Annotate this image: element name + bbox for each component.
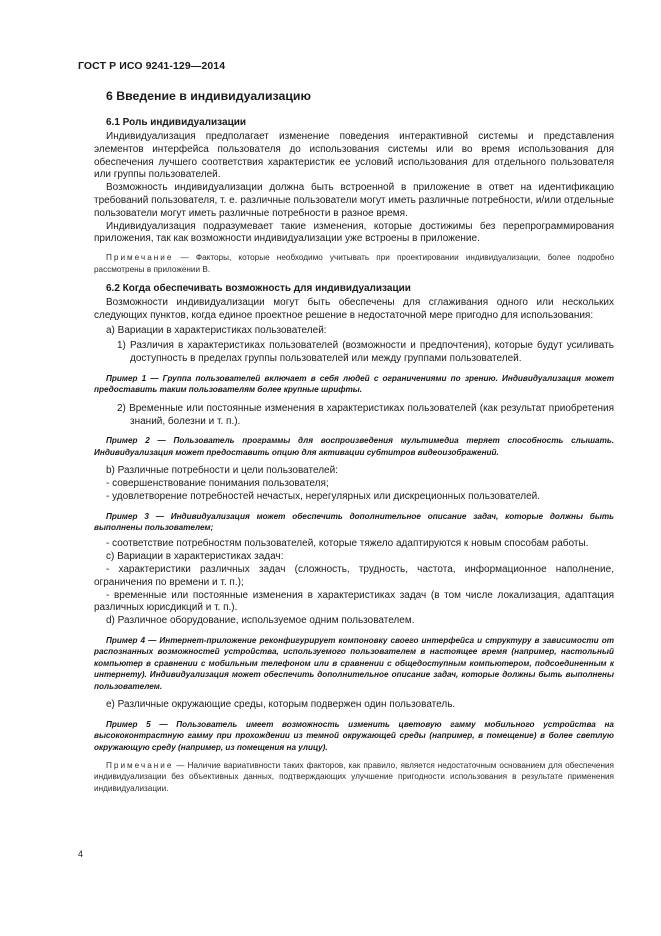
section-6-title: 6 Введение в индивидуализацию bbox=[106, 89, 311, 103]
list-item-c: c) Вариации в характеристиках задач: bbox=[106, 551, 284, 563]
list-item-a1: 1) Различия в характеристиках пользователей (возможности и предпочтения), которые будут усиливать доступность в пределах группы пользователей или между группами пользователей. bbox=[117, 340, 614, 365]
document-header: ГОСТ Р ИСО 9241-129—2014 bbox=[78, 60, 226, 72]
paragraph: Возможности индивидуализации могут быть обеспечены для сглаживания одного или нескольких следующих пунктов, когда единое проектное решение в недостаточной мере пригодно для использования: bbox=[94, 296, 614, 321]
list-item-d: d) Различное оборудование, используемое одним пользователем. bbox=[106, 615, 415, 627]
note-text: — Факторы, которые необходимо учитывать при проектировании индивидуализации, более подробно рассмотрены в приложении В. bbox=[94, 253, 614, 274]
document-body bbox=[94, 89, 614, 794]
example-2: Пример 2 — Пользователь программы для воспроизведения мультимедиа теряет способность слышать. Индивидуализация может предоставить опцию для активации субтитров видеоизображений. bbox=[94, 436, 614, 457]
note-label: Примечание bbox=[106, 253, 174, 263]
example-3: Пример 3 — Индивидуализация может обеспечить дополнительное описание задач, которые должны быть выполнены пользователем; bbox=[94, 511, 614, 532]
paragraph: Возможность индивидуализации должна быть встроенной в приложение в ответ на идентификацию требований пользователя, т. е. различные пользователи могут иметь различные потребности, и/или отдельные пользователи могут иметь различные потребности в разное время. bbox=[94, 182, 614, 219]
note-label: Примечание bbox=[106, 761, 174, 771]
list-item-b2: - удовлетворение потребностей нечастых, нерегулярных или дискреционных пользователей. bbox=[106, 490, 540, 502]
section-6-1-title: 6.1 Роль индивидуализации bbox=[106, 117, 247, 128]
list-item-c2: - временные или постоянные изменения в характеристиках задач (в том числе локализация, адаптация различных юрисдикций и т. п.). bbox=[94, 589, 614, 614]
list-item-a2: 2) Временные или постоянные изменения в характеристиках пользователей (как результат приобретения знаний, болезни и т. п.). bbox=[117, 402, 614, 427]
list-item-e: e) Различные окружающие среды, которым подвержен один пользователь. bbox=[106, 699, 456, 710]
example-1: Пример 1 — Группа пользователей включает в себя людей с ограничениями по зрению. Индивидуализация может предоставить таким пользователям более крупные шрифты. bbox=[94, 373, 614, 395]
list-item-a: a) Вариации в характеристиках пользователей: bbox=[106, 324, 327, 336]
note bbox=[94, 252, 614, 275]
page-number: 4 bbox=[78, 849, 84, 859]
paragraph: Индивидуализация предполагает изменение поведения интерактивной системы и представления элементов интерфейса пользователя до использования системы или во время использования для обеспечения лучшего соответствия характеристик ее условий использования для отдельного пользователя или группы пользователей. bbox=[94, 131, 614, 181]
list-item-c1: - характеристики различных задач (сложность, трудность, частота, информационное наполнение, ограничения по времени и т. п.); bbox=[94, 563, 614, 588]
example-5: Пример 5 — Пользователь имеет возможность изменить цветовую гамму мобильного устройства на высококонтрастную гамму при прохождении из темной окружающей среды (например, в помещение) в более светлую окружающую среду (например, из помещения на улицу). bbox=[94, 719, 614, 752]
list-item-b: b) Различные потребности и цели пользователей: bbox=[106, 465, 338, 477]
example-4: Пример 4 — Интернет-приложение реконфигурирует компоновку своего интерфейса и структуру в зависимости от распознанных возможностей устройства, используемого пользователем в настоящее время (например, настольный компьютер в сравнении с мобильным телефоном или в сравнении с общедоступным компьютером, подсоединенным к интернету). Индивидуализация может обеспечить дополнительное описание задач, которые должны быть выполнены пользователем. bbox=[94, 635, 614, 691]
paragraph: Индивидуализация подразумевает такие изменения, которые достижимы без перепрограммирования приложения, так как возможности индивидуализации уже встроены в приложение. bbox=[94, 220, 614, 245]
list-item-b1: - совершенствование понимания пользователя; bbox=[106, 477, 329, 489]
list-item-b3: - соответствие потребностям пользователей, которые тяжело адаптируются к новым способам работы. bbox=[106, 538, 589, 550]
section-6-2-title: 6.2 Когда обеспечивать возможность для индивидуализации bbox=[106, 282, 411, 294]
note bbox=[94, 760, 614, 794]
note-text: — Наличие вариативности таких факторов, как правило, является недостаточным основанием для обеспечения индивидуализации без объективных данных, подтверждающих улучшение пригодности использования в результате применения индивидуализации. bbox=[94, 761, 614, 793]
